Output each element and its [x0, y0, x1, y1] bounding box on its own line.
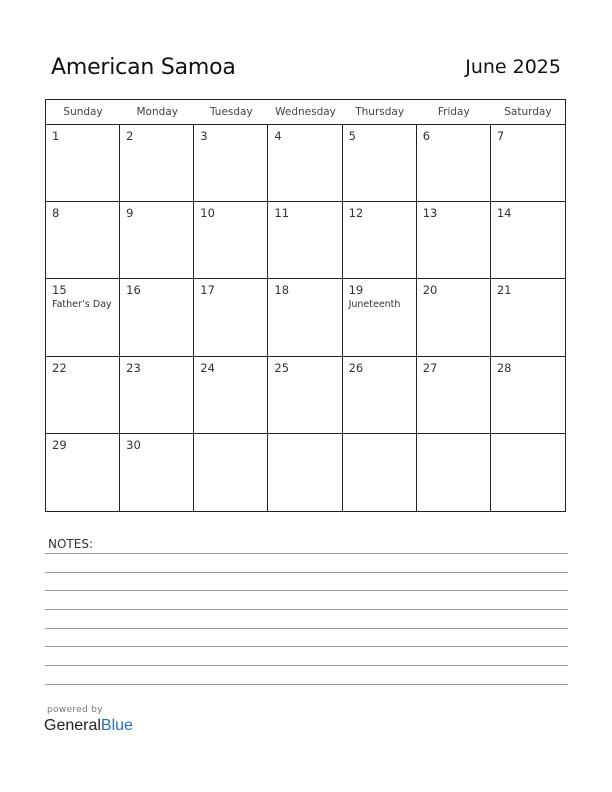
generalblue-logo[interactable] [44, 717, 133, 735]
day-grid [46, 125, 565, 511]
day-number: 1 [52, 129, 60, 143]
day-cell [268, 125, 342, 202]
day-number: 21 [496, 283, 512, 298]
calendar-title: American Samoa [51, 55, 236, 80]
day-cell [491, 357, 565, 434]
day-cell [120, 125, 194, 202]
day-cell [46, 357, 120, 434]
day-cell [417, 125, 491, 202]
holiday-label: Father’s Day [52, 299, 112, 311]
day-cell [343, 357, 417, 434]
day-cell [268, 357, 342, 434]
day-cell [268, 434, 342, 511]
day-number: 13 [422, 206, 438, 221]
day-cell [194, 279, 268, 356]
weekday-saturday: Saturday [504, 106, 552, 118]
day-cell [268, 279, 342, 356]
day-number: 4 [274, 129, 282, 143]
day-cell [343, 202, 417, 279]
month-year-label: June 2025 [465, 56, 561, 78]
note-line [45, 553, 568, 554]
day-number: 7 [496, 129, 505, 143]
day-cell [491, 279, 565, 356]
day-cell [46, 202, 120, 279]
day-cell [194, 202, 268, 279]
day-number: 26 [348, 360, 364, 375]
weekday-thursday: Thursday [355, 106, 405, 118]
day-number: 19 [348, 283, 364, 298]
weekday-tuesday: Tuesday [209, 106, 253, 118]
weekday-sunday: Sunday [63, 106, 103, 118]
day-cell [343, 125, 417, 202]
weekday-friday: Friday [437, 106, 470, 118]
note-line [45, 590, 568, 591]
day-cell [343, 279, 417, 356]
day-number: 27 [422, 360, 438, 375]
day-cell [417, 279, 491, 356]
day-number: 16 [126, 283, 141, 298]
day-cell [46, 279, 120, 356]
day-cell [417, 357, 491, 434]
day-number: 9 [126, 206, 134, 221]
note-line [45, 628, 568, 629]
day-number: 18 [274, 283, 290, 298]
day-number: 2 [126, 129, 134, 143]
day-cell [268, 202, 342, 279]
day-number: 8 [52, 206, 60, 221]
note-line [45, 609, 568, 610]
day-cell [417, 434, 491, 511]
holiday-label: Juneteenth [348, 299, 401, 311]
weekday-monday: Monday [136, 106, 178, 118]
note-line [45, 646, 568, 647]
day-number: 17 [200, 283, 215, 298]
day-number: 15 [52, 283, 67, 298]
day-cell [491, 202, 565, 279]
weekday-header-row [46, 100, 565, 125]
note-line [45, 684, 568, 685]
notes-label: NOTES: [48, 537, 93, 551]
day-cell [194, 357, 268, 434]
note-line [45, 665, 568, 666]
day-cell [491, 434, 565, 511]
day-cell [120, 357, 194, 434]
day-number: 28 [496, 360, 512, 375]
day-cell [194, 434, 268, 511]
day-number: 25 [274, 360, 290, 375]
day-number: 10 [200, 206, 215, 221]
day-cell [46, 125, 120, 202]
day-cell [120, 434, 194, 511]
day-number: 3 [200, 129, 208, 143]
day-cell [491, 125, 565, 202]
calendar-grid [45, 99, 566, 512]
day-cell [120, 279, 194, 356]
day-number: 11 [274, 206, 290, 221]
day-number: 5 [348, 129, 356, 143]
day-number: 24 [200, 360, 215, 375]
weekday-wednesday: Wednesday [275, 106, 336, 118]
powered-by-text: powered by [47, 705, 103, 715]
brand-blue-text: Blue [100, 717, 133, 734]
day-number: 22 [52, 360, 67, 375]
day-cell [343, 434, 417, 511]
day-number: 6 [422, 129, 431, 143]
day-number: 30 [126, 437, 141, 452]
day-number: 20 [422, 283, 438, 298]
note-line [45, 572, 568, 573]
day-cell [417, 202, 491, 279]
day-number: 23 [126, 360, 141, 375]
day-number: 14 [496, 206, 512, 221]
day-cell [120, 202, 194, 279]
day-cell [194, 125, 268, 202]
day-number: 12 [348, 206, 364, 221]
brand-general-text: General [44, 717, 101, 734]
day-number: 29 [52, 437, 67, 452]
day-cell [46, 434, 120, 511]
